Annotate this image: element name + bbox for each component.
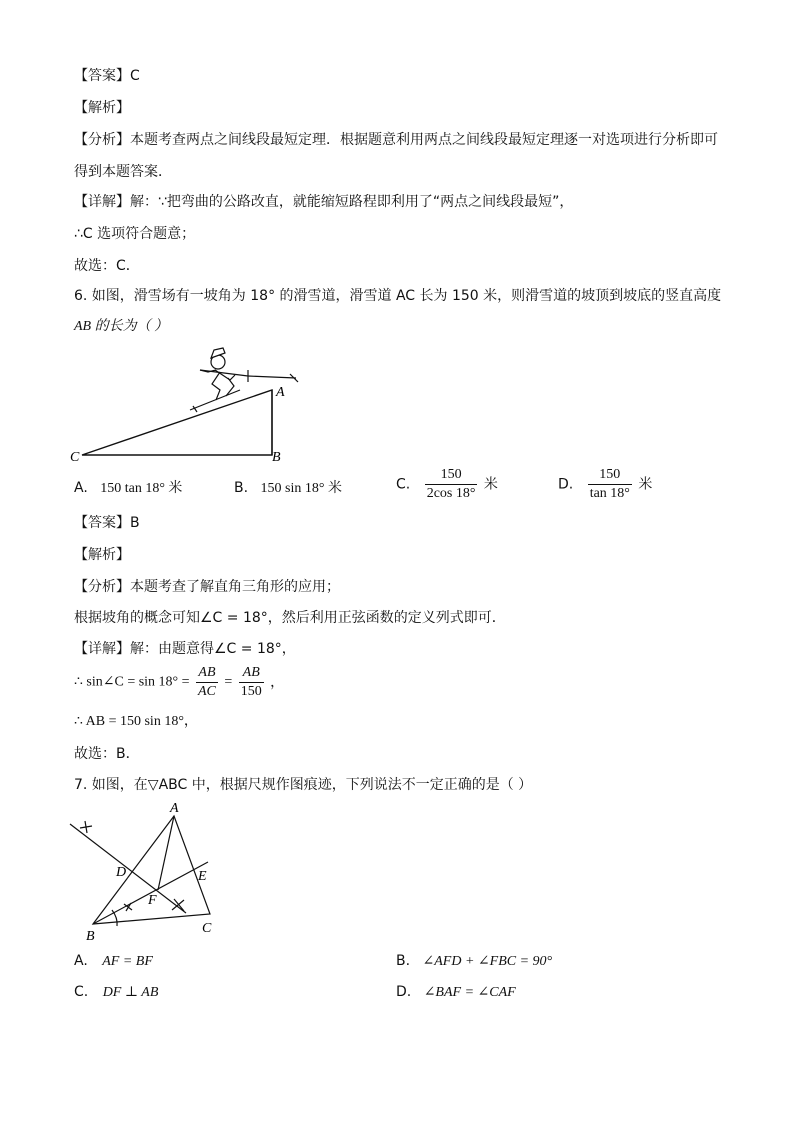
q6-detail: 【详解】解：由题意得∠C = 18°， bbox=[74, 641, 296, 657]
q7-label-C: C bbox=[202, 921, 212, 936]
q6-option-c-den: 2cos 18° bbox=[426, 486, 476, 501]
q7-label-D: D bbox=[116, 865, 127, 880]
triangle-construction-figure bbox=[68, 800, 228, 940]
q6-concept: 根据坡角的概念可知∠C = 18°，然后利用正弦函数的定义列式即可． bbox=[74, 610, 506, 626]
ski-slope-figure bbox=[70, 340, 310, 465]
q6-option-d[interactable] bbox=[558, 466, 652, 503]
q6-option-c[interactable] bbox=[396, 466, 498, 503]
q5-answer: 【答案】C bbox=[74, 68, 140, 84]
q7-option-b-letter: B. bbox=[396, 953, 411, 969]
q7-label-B: B bbox=[86, 929, 95, 940]
q6-step1 bbox=[74, 664, 284, 701]
q7-label-A: A bbox=[170, 801, 179, 816]
q7-option-a-text: AF = BF bbox=[102, 954, 153, 969]
q6-step1-f1-num: AB bbox=[196, 664, 218, 683]
q6-step1-end: ， bbox=[270, 674, 285, 691]
q7-option-d[interactable] bbox=[396, 982, 516, 1003]
q6-step1-f2-den: 150 bbox=[240, 684, 262, 699]
q6-option-d-den: tan 18° bbox=[589, 486, 630, 501]
q7-label-F: F bbox=[148, 893, 157, 908]
q6-step1-fraction2 bbox=[239, 664, 264, 701]
q6-step1-left: ∴ sin∠C = sin 18° = bbox=[74, 674, 190, 690]
q6-option-d-num: 150 bbox=[588, 466, 632, 485]
q6-step1-f1-den: AC bbox=[198, 684, 216, 699]
q6-option-c-letter: C. bbox=[396, 476, 411, 493]
q7-option-c-text: DF ⊥ AB bbox=[102, 985, 159, 1000]
q6-option-d-fraction bbox=[588, 466, 632, 503]
q6-label-C: C bbox=[70, 450, 80, 465]
q6-step1-f2-num: AB bbox=[239, 664, 264, 683]
q6-answer: 【答案】B bbox=[74, 515, 140, 531]
q6-option-c-fraction bbox=[425, 466, 478, 503]
q6-analysis: 【分析】本题考查了解直角三角形的应用； bbox=[74, 579, 340, 595]
slope-triangle bbox=[82, 390, 272, 455]
q5-therefore: ∴C 选项符合题意； bbox=[74, 226, 196, 242]
q6-option-d-unit: 米 bbox=[638, 476, 653, 493]
q7-option-b[interactable] bbox=[396, 951, 552, 972]
q5-choose: 故选：C． bbox=[74, 258, 140, 274]
q6-stem-line1: 6. 如图，滑雪场有一坡角为 18° 的滑雪道，滑雪道 AC 长为 150 米，则滑雪道的坡顶到坡底的竖直高度 bbox=[74, 288, 722, 304]
q6-choose: 故选：B． bbox=[74, 746, 140, 762]
q6-step2: ∴ AB = 150 sin 18°， bbox=[74, 714, 198, 729]
q6-label-B: B bbox=[272, 450, 281, 465]
q6-option-a-text: 150 tan 18° 米 bbox=[100, 481, 183, 496]
q6-step1-fraction1 bbox=[196, 664, 218, 701]
q6-option-b-letter: B. bbox=[234, 480, 249, 496]
q7-label-E: E bbox=[198, 869, 207, 884]
q6-option-b[interactable] bbox=[234, 478, 342, 499]
q7-option-a-letter: A. bbox=[74, 953, 88, 969]
q5-analysis-line1: 【分析】本题考查两点之间线段最短定理．根据题意利用两点之间线段最短定理逐一对选项进行分析即可 bbox=[74, 132, 718, 148]
q7-option-d-text: ∠BAF = ∠CAF bbox=[423, 985, 516, 1000]
q6-option-d-letter: D. bbox=[558, 476, 574, 493]
q5-detail: 【详解】解：∵把弯曲的公路改直，就能缩短路程即利用了“两点之间线段最短”， bbox=[74, 194, 574, 210]
q7-option-b-text: ∠AFD + ∠FBC = 90° bbox=[422, 954, 553, 969]
q6-option-c-num: 150 bbox=[425, 466, 478, 485]
q7-option-c-letter: C. bbox=[74, 984, 89, 1000]
q6-stem-line2: AB 的长为（ ） bbox=[74, 319, 169, 334]
q5-analysis-line2: 得到本题答案． bbox=[74, 164, 172, 180]
q6-option-c-unit: 米 bbox=[483, 476, 498, 493]
q7-option-d-letter: D. bbox=[396, 984, 412, 1000]
q6-label-A: A bbox=[276, 385, 285, 400]
q7-option-a[interactable] bbox=[74, 951, 153, 972]
perpendicular-bisector bbox=[70, 824, 186, 913]
skier-icon bbox=[190, 348, 298, 412]
q6-option-a[interactable] bbox=[74, 478, 182, 499]
q6-analysis-title: 【解析】 bbox=[74, 547, 130, 563]
q5-analysis-title: 【解析】 bbox=[74, 100, 130, 116]
q7-stem: 7. 如图，在▽ABC 中，根据尺规作图痕迹，下列说法不一定正确的是（ ） bbox=[74, 777, 533, 793]
q6-option-b-text: 150 sin 18° 米 bbox=[260, 481, 342, 496]
q6-option-a-letter: A. bbox=[74, 480, 88, 496]
q6-step1-eq: = bbox=[224, 674, 233, 690]
q7-option-c[interactable] bbox=[74, 982, 158, 1003]
